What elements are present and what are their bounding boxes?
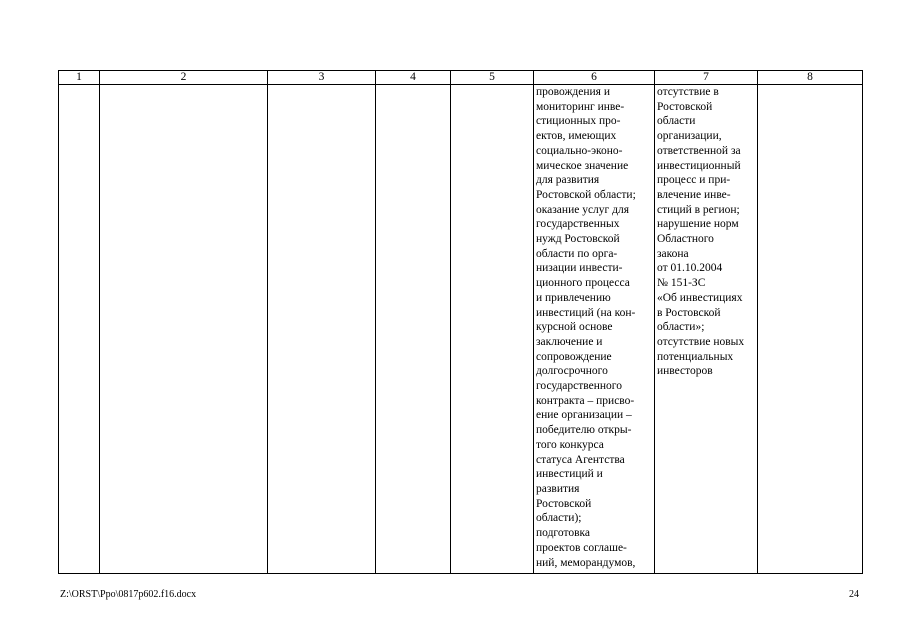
cell-line: того конкурса: [536, 438, 604, 451]
cell-line: «Об инвестициях: [657, 291, 743, 304]
cell-line: провождения и: [536, 86, 610, 98]
cell-line: процесс и при-: [657, 174, 731, 187]
cell-line: Ростовской области;: [536, 188, 636, 201]
cell-line: подготовка: [536, 527, 591, 540]
cell-line: потенциальных: [657, 350, 734, 363]
footer-file-path: Z:\ORST\Ppo\0817p602.f16.docx: [60, 589, 197, 600]
cell-col-2: [100, 85, 268, 574]
cell-line: мониторинг инве-: [536, 100, 625, 113]
cell-line: контракта – присво-: [536, 394, 635, 407]
cell-line: инвестиционный: [657, 159, 741, 172]
cell-line: ектов, имеющих: [536, 130, 617, 143]
table-row: [59, 85, 863, 574]
cell-line: ответственной за: [657, 144, 741, 157]
cell-line: для развития: [536, 174, 600, 187]
cell-line: отсутствие новых: [657, 335, 745, 348]
cell-col-6-activities: [534, 85, 655, 574]
header-col-7: 7: [655, 71, 758, 85]
cell-line: Ростовской: [536, 497, 592, 510]
cell-line: заключение и: [536, 335, 603, 348]
cell-line: ний, меморандумов,: [536, 556, 636, 569]
header-col-6: 6: [534, 71, 655, 85]
cell-col-5: [451, 85, 534, 574]
cell-line: государственного: [536, 380, 622, 393]
cell-line: мическое значение: [536, 159, 629, 172]
cell-line: нужд Ростовской: [536, 233, 620, 246]
header-col-8: 8: [758, 71, 863, 85]
cell-line: развития: [536, 482, 580, 495]
cell-line: отсутствие в: [657, 86, 719, 98]
cell-line: победителю откры-: [536, 424, 632, 437]
cell-line: оказание услуг для: [536, 203, 630, 216]
cell-line: Областного: [657, 233, 714, 246]
header-row: [59, 71, 863, 85]
cell-line: сопровождение: [536, 350, 612, 363]
cell-line: влечение инве-: [657, 188, 731, 201]
cell-line: и привлечению: [536, 291, 611, 304]
cell-col-1: [59, 85, 100, 574]
cell-line: от 01.10.2004: [657, 262, 723, 275]
document-table: [58, 70, 863, 574]
header-col-5: 5: [451, 71, 534, 85]
cell-line: № 151-ЗС: [657, 277, 706, 290]
cell-col-4: [376, 85, 451, 574]
cell-col-8: [758, 85, 863, 574]
cell-line: низации инвести-: [536, 262, 623, 275]
cell-line: области: [657, 115, 696, 128]
cell-line: области по орга-: [536, 247, 618, 260]
cell-line: области);: [536, 512, 582, 525]
cell-col-7-risks: [655, 85, 758, 574]
cell-line: инвестиций (на кон-: [536, 306, 636, 319]
cell-line: статуса Агентства: [536, 453, 625, 466]
cell-line: организации,: [657, 130, 722, 143]
cell-line: долгосрочного: [536, 365, 608, 378]
cell-line: ение организации –: [536, 409, 632, 422]
cell-line: области»;: [657, 321, 705, 334]
cell-line: ционного процесса: [536, 277, 630, 290]
header-col-3: 3: [268, 71, 376, 85]
cell-line: нарушение норм: [657, 218, 739, 231]
footer-page-number: 24: [849, 589, 859, 600]
cell-line: стиционных про-: [536, 115, 621, 128]
cell-line: государственных: [536, 218, 620, 231]
cell-line: стиций в регион;: [657, 203, 740, 216]
cell-line: закона: [657, 247, 689, 260]
cell-line: Ростовской: [657, 100, 713, 113]
header-col-1: 1: [59, 71, 100, 85]
cell-line: в Ростовской: [657, 306, 721, 319]
cell-line: социально-эконо-: [536, 144, 623, 157]
header-col-2: 2: [100, 71, 268, 85]
cell-line: курсной основе: [536, 321, 613, 334]
cell-line: инвестиций и: [536, 468, 603, 481]
cell-line: инвесторов: [657, 365, 713, 378]
header-col-4: 4: [376, 71, 451, 85]
cell-line: проектов соглаше-: [536, 541, 627, 554]
cell-col-3: [268, 85, 376, 574]
